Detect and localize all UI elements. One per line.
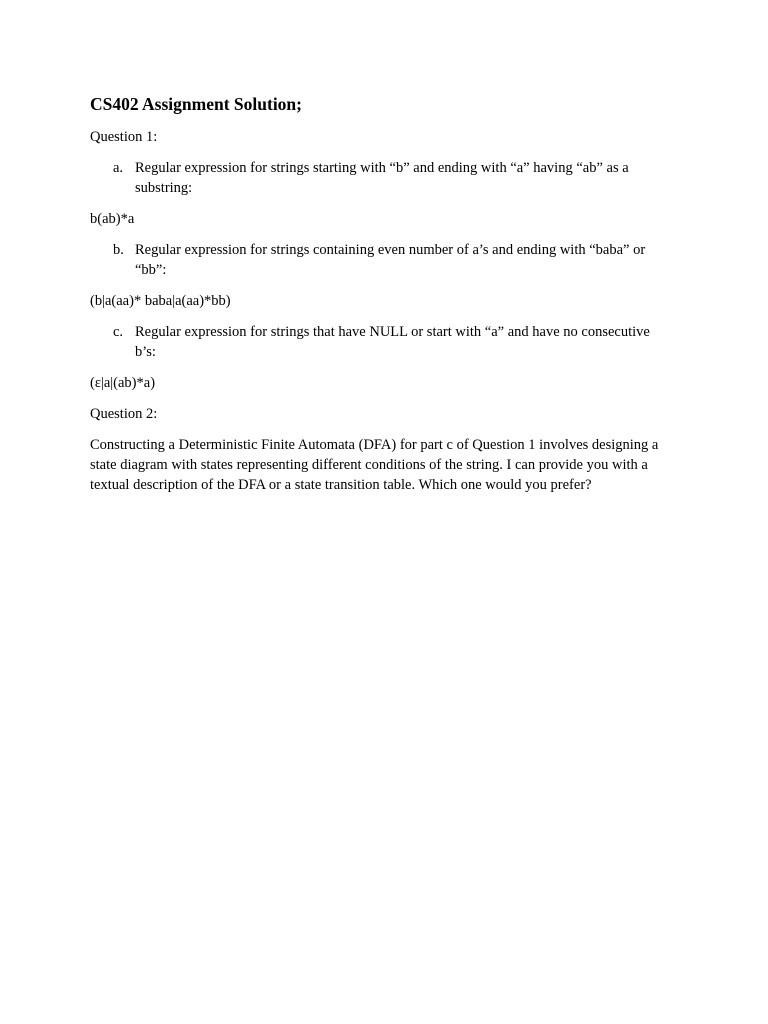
list-item-b [90, 240, 680, 280]
list-marker: a. [113, 160, 124, 176]
document-title: CS402 Assignment Solution; [90, 94, 302, 114]
list-item-c [90, 322, 680, 362]
list-marker: c. [113, 324, 124, 340]
question-text: Regular expression for strings starting with “b” and ending with “a” having “ab” as a substring: [135, 160, 629, 196]
question-text: Regular expression for strings containing even number of a’s and ending with “baba” or “bb”: [135, 242, 646, 278]
answer-a: b(ab)*a [90, 211, 135, 227]
question-1-label: Question 1: [90, 129, 158, 145]
list-marker: b. [113, 242, 124, 258]
answer-b: (b|a(aa)* baba|a(aa)*bb) [90, 293, 231, 309]
question-2-text: Constructing a Deterministic Finite Automata (DFA) for part c of Question 1 involves designing a state diagram with states representing different conditions of the string. I can provide you with a textual description of the DFA or a state transition table. Which one would you prefer? [90, 437, 659, 493]
document-body [90, 93, 680, 506]
question-text: Regular expression for strings that have NULL or start with “a” and have no consecutive b’s: [135, 324, 650, 360]
list-item-a [90, 158, 680, 198]
question-2-label: Question 2: [90, 406, 158, 422]
answer-c: (ε|a|(ab)*a) [90, 375, 156, 391]
